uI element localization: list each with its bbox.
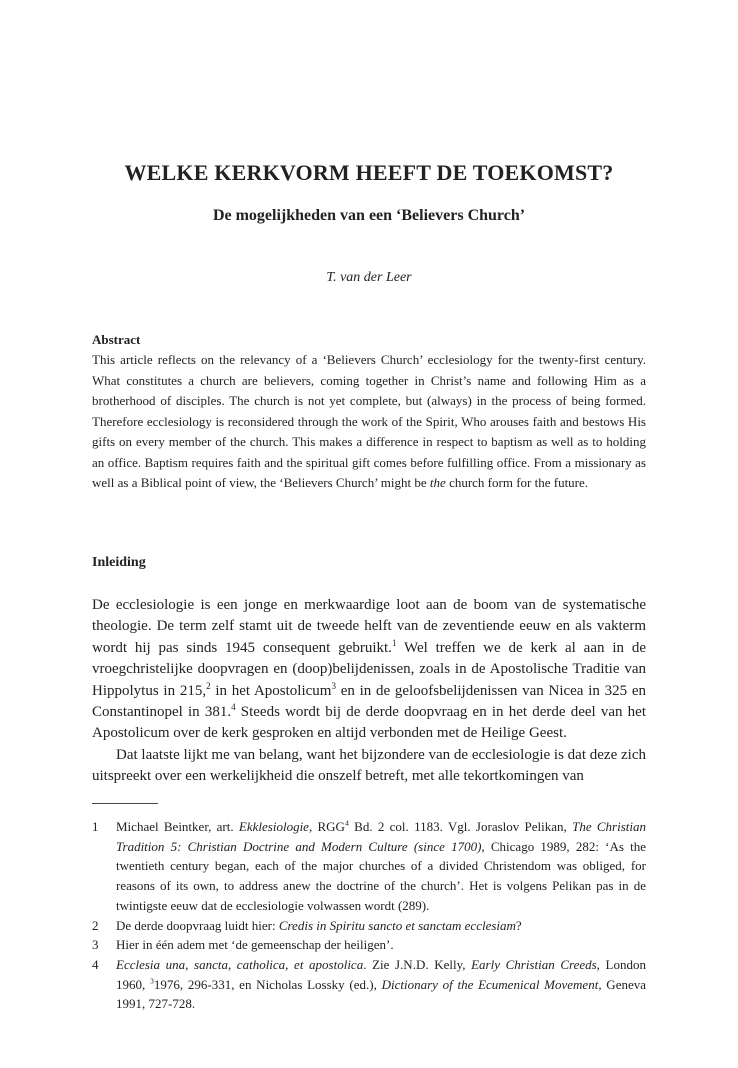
section-heading: Inleiding — [92, 555, 146, 570]
footnote: 3 Hier in één adem met ‘de gemeenschap der heiligen’. — [92, 935, 646, 955]
body-text — [92, 595, 646, 788]
paragraph: De ecclesiologie is een jonge en merkwaardige loot aan de boom van de systematische theologie. De term zelf stamt uit de tweede helft van de zeventiende eeuw en als vakterm wordt hij pas sinds 1945 consequent gebruikt.$^1$ Wel treffen we de kerk al aan in de vroegchristelijke doopvragen en (doop)belijdenissen, zoals in de Apostolische Traditie van Hippolytus in 215,$^2$ in het Apostolicum$^3$ en in de geloofsbelijdenissen van Nicea in 325 en Constantinopel in 381.$^4$ Steeds wordt bij de derde doopvraag en in het derde deel van het Apostolicum over de kerk gesproken en altijd verbonden met de Heilige Geest. — [92, 597, 646, 742]
footnote-ref[interactable]: 1 — [391, 637, 397, 648]
paragraph: Dat laatste lijkt me van belang, want het bijzondere van de ecclesiologie is dat deze zich uitspreekt over een werkelijkheid die onszelf betreft, met alle tekortkomingen van — [92, 746, 646, 785]
article-title: WELKE KERKVORM HEEFT DE TOEKOMST? — [124, 160, 614, 185]
footnote-number: 2 — [92, 917, 99, 933]
footnotes — [92, 817, 646, 1014]
footnote-number: 1 — [92, 819, 99, 834]
footnote-ref[interactable]: 4 — [231, 702, 236, 713]
footnote-separator — [92, 803, 158, 804]
footnote: 1 Michael Beintker, art. Ekklesiologie, RGG$^4$ Bd. 2 col. 1183. Vgl. Joraslov Pelikan, The Christian Tradition 5: Christian Doctrine and Modern Culture (since 1700), Chicago 1989, 282: ‘As the twentieth century began, each of the major churches of a divided Christendom was obliged, for reasons of its own, to address anew the doctrine of the church’. Het is volgens Pelikan pas in de twintigste eeuw dat de ecclesiologie volwassen wordt (289). — [92, 818, 647, 913]
footnote: 4 Ecclesia una, sancta, catholica, et apostolica. Zie J.N.D. Kelly, Early Christian Creeds, London 1960, $^3$1976, 296-331, en Nicholas Lossky (ed.), Dictionary of the Ecumenical Movement, Geneva 1991, 727-728. — [92, 956, 647, 1012]
footnote: 2 De derde doopvraag luidt hier: Credis in Spiritu sancto et sanctam ecclesiam? — [92, 916, 646, 936]
footnote-ref[interactable]: 3 — [331, 680, 336, 691]
footnote-ref[interactable]: 2 — [206, 680, 211, 691]
footnote-number: 4 — [92, 956, 99, 972]
abstract-text: This article reflects on the relevancy of a ‘Believers Church’ ecclesiology for the twenty-first century. What constitutes a church are believers, coming together in Christ’s name and following Him as a brotherhood of disciples. The church is not yet complete, but (always) in the process of being formed. Therefore ecclesiology is reconsidered through the work of the Spirit, Who arouses faith and bestows His gifts on every member of the church. This makes a difference in respect to baptism as well as to holding an office. Baptism requires faith and the spiritual gift comes before fulfilling office. From a missionary as well as a Biblical point of view, the ‘Believers Church’ might be the church form for the future. — [92, 352, 646, 490]
abstract-emphasis: the — [429, 475, 446, 490]
abstract-heading: Abstract — [92, 332, 141, 347]
footnote-number: 3 — [92, 937, 99, 953]
author-name: T. van der Leer — [326, 270, 412, 285]
article-subtitle: De mogelijkheden van een ‘Believers Church’ — [212, 207, 526, 224]
